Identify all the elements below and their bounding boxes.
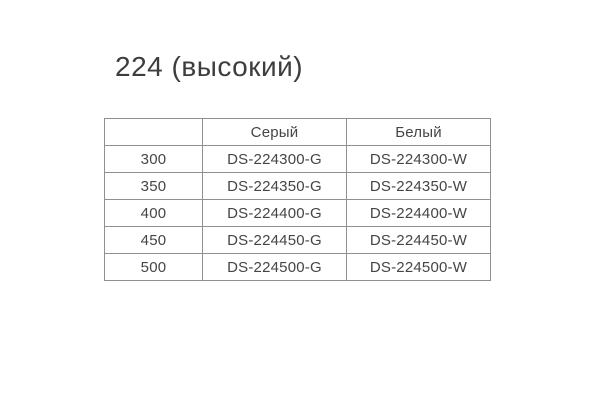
header-gray: Серый [203,119,347,146]
white-code-cell: DS-224400-W [347,200,491,227]
gray-code-cell: DS-224350-G [203,173,347,200]
white-code-cell: DS-224450-W [347,227,491,254]
table-row [105,173,491,200]
table-row [105,200,491,227]
product-spec-table [104,118,491,281]
gray-code-cell: DS-224500-G [203,254,347,281]
white-code-cell: DS-224350-W [347,173,491,200]
gray-code-cell: DS-224450-G [203,227,347,254]
table-row [105,146,491,173]
table-header-row [105,119,491,146]
header-size-empty [105,119,203,146]
white-code-cell: DS-224500-W [347,254,491,281]
size-cell: 400 [105,200,203,227]
table-row [105,254,491,281]
gray-code-cell: DS-224400-G [203,200,347,227]
size-cell: 500 [105,254,203,281]
size-cell: 350 [105,173,203,200]
header-white: Белый [347,119,491,146]
size-cell: 450 [105,227,203,254]
page-title: 224 (высокий) [115,51,304,82]
table-row [105,227,491,254]
gray-code-cell: DS-224300-G [203,146,347,173]
size-cell: 300 [105,146,203,173]
white-code-cell: DS-224300-W [347,146,491,173]
